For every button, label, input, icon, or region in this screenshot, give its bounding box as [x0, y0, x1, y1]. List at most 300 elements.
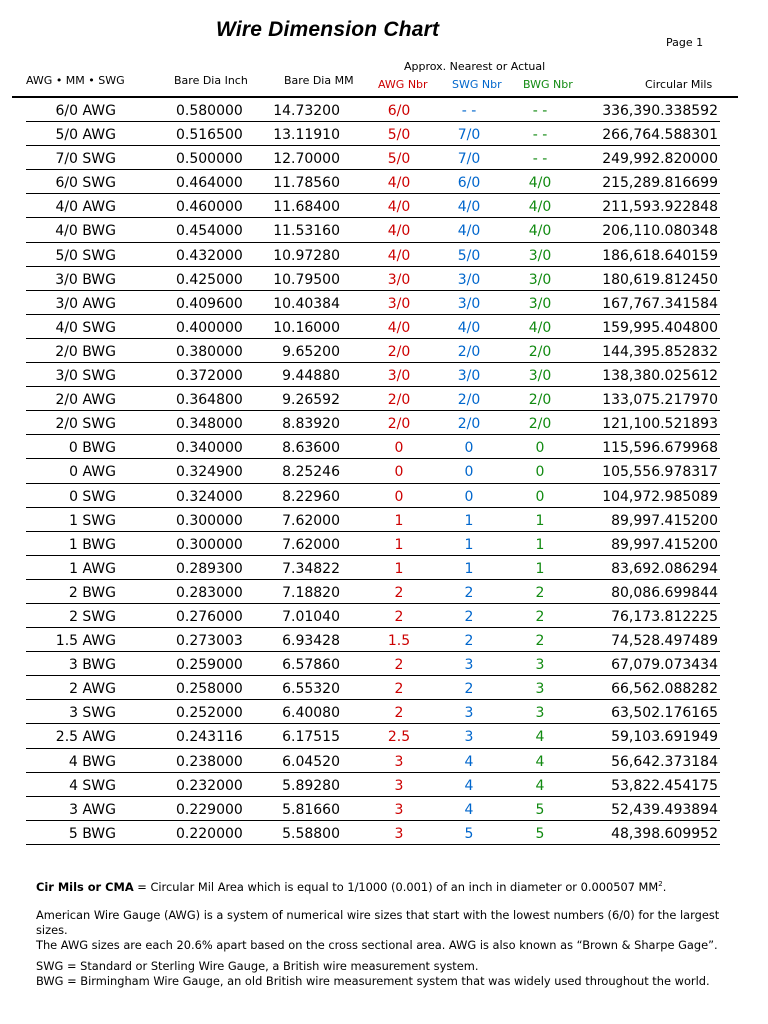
- cell-swg-nbr: 4/0: [457, 199, 481, 216]
- row-rule: [26, 434, 720, 435]
- row-rule: [26, 121, 720, 122]
- cell-awg-nbr: 1: [394, 512, 404, 529]
- row-rule: [26, 627, 720, 628]
- cell-circular-mils: 89,997.415200: [611, 536, 718, 553]
- cell-awg-nbr: 2: [394, 657, 404, 674]
- cell-bwg-nbr: 3: [535, 657, 545, 674]
- cell-bare-inch: 0.409600: [176, 295, 243, 312]
- cell-bwg-nbr: 2/0: [528, 343, 552, 360]
- row-rule: [26, 169, 720, 170]
- cell-awg-nbr: 4/0: [387, 199, 411, 216]
- cell-bare-inch: 0.273003: [176, 633, 243, 650]
- cell-bwg-nbr: 2: [535, 584, 545, 601]
- row-rule: [26, 242, 720, 243]
- cell-gauge: 4/0 AWG: [55, 199, 116, 216]
- cell-bwg-nbr: 4/0: [528, 223, 552, 240]
- cell-awg-nbr: 3/0: [387, 271, 411, 288]
- cell-circular-mils: 67,079.073434: [611, 657, 718, 674]
- cell-circular-mils: 206,110.080348: [602, 223, 718, 240]
- cell-gauge: 6/0 SWG: [55, 175, 116, 192]
- cell-circular-mils: 104,972.985089: [602, 488, 718, 505]
- cell-bare-inch: 0.220000: [176, 825, 243, 842]
- note-awg: [36, 908, 748, 953]
- cell-swg-nbr: 4: [464, 753, 474, 770]
- note-bwg: BWG = Birmingham Wire Gauge, an old British wire measurement system that was widely used throughout the world.: [36, 974, 710, 988]
- row-rule: [26, 458, 720, 459]
- cell-swg-nbr: 7/0: [457, 127, 481, 144]
- row-rule: [26, 844, 720, 845]
- wire-table: [0, 100, 768, 847]
- cell-awg-nbr: 2: [394, 584, 404, 601]
- cell-bare-mm: 8.83920: [282, 416, 340, 433]
- cell-bare-mm: 6.04520: [282, 753, 340, 770]
- cell-awg-nbr: 2.5: [387, 729, 411, 746]
- cell-bare-mm: 5.58800: [282, 825, 340, 842]
- cell-bare-mm: 5.89280: [282, 777, 340, 794]
- cell-awg-nbr: 3: [394, 777, 404, 794]
- table-row: [0, 751, 768, 775]
- cell-bare-mm: 7.62000: [282, 536, 340, 553]
- cell-awg-nbr: 0: [394, 440, 404, 457]
- row-rule: [26, 723, 720, 724]
- cell-circular-mils: 133,075.217970: [602, 392, 718, 409]
- cell-swg-nbr: 2/0: [457, 392, 481, 409]
- cell-circular-mils: 336,390.338592: [602, 103, 718, 119]
- cell-bwg-nbr: 5: [535, 801, 545, 818]
- cell-circular-mils: 249,992.820000: [602, 151, 718, 168]
- cell-awg-nbr: 2: [394, 705, 404, 722]
- cell-awg-nbr: 3: [394, 825, 404, 842]
- cell-bwg-nbr: 4/0: [528, 175, 552, 192]
- cell-swg-nbr: 4: [464, 801, 474, 818]
- cell-bare-mm: 13.11910: [273, 127, 340, 144]
- cell-swg-nbr: 0: [464, 464, 474, 481]
- cell-gauge: 0 AWG: [69, 464, 116, 481]
- cell-bare-mm: 9.26592: [282, 392, 340, 409]
- row-rule: [26, 145, 720, 146]
- cell-bwg-nbr: - -: [532, 127, 548, 144]
- note-cma: [36, 880, 748, 895]
- row-rule: [26, 290, 720, 291]
- cell-swg-nbr: 7/0: [457, 151, 481, 168]
- cell-bare-inch: 0.364800: [176, 392, 243, 409]
- row-rule: [26, 699, 720, 700]
- cell-bwg-nbr: 3/0: [528, 368, 552, 385]
- header-bare-mm: Bare Dia MM: [284, 74, 354, 87]
- cell-gauge: 3 SWG: [69, 705, 116, 722]
- row-rule: [26, 820, 720, 821]
- cell-gauge: 1 BWG: [68, 536, 116, 553]
- table-row: [0, 293, 768, 317]
- table-row: [0, 582, 768, 606]
- cell-swg-nbr: 1: [464, 512, 474, 529]
- cell-gauge: 1 SWG: [69, 512, 116, 529]
- cell-swg-nbr: 2/0: [457, 343, 481, 360]
- cell-swg-nbr: 2: [464, 584, 474, 601]
- cell-awg-nbr: 3/0: [387, 295, 411, 312]
- cell-bwg-nbr: 0: [535, 488, 545, 505]
- table-row: [0, 461, 768, 485]
- header-circular-mils: Circular Mils: [645, 78, 713, 91]
- cell-bare-inch: 0.259000: [176, 657, 243, 674]
- cell-bare-mm: 14.73200: [273, 103, 340, 119]
- cell-bwg-nbr: 1: [535, 512, 545, 529]
- cell-awg-nbr: 3: [394, 753, 404, 770]
- cell-bare-mm: 10.40384: [273, 295, 340, 312]
- cell-swg-nbr: 3/0: [457, 271, 481, 288]
- cell-bare-mm: 6.55320: [282, 681, 340, 698]
- cell-bare-mm: 10.97280: [273, 247, 340, 264]
- row-rule: [26, 603, 720, 604]
- note-awg-line1: American Wire Gauge (AWG) is a system of numerical wire sizes that start with the lowest numbers (6/0) for the largest sizes.: [36, 908, 720, 937]
- table-row: [0, 317, 768, 341]
- cell-circular-mils: 59,103.691949: [611, 729, 718, 746]
- cell-bare-mm: 7.34822: [282, 560, 340, 577]
- cell-awg-nbr: 2/0: [387, 392, 411, 409]
- cell-bare-mm: 10.16000: [273, 319, 340, 336]
- cell-circular-mils: 138,380.025612: [602, 368, 718, 385]
- cell-bare-mm: 6.17515: [282, 729, 340, 746]
- cell-swg-nbr: 3/0: [457, 295, 481, 312]
- header-approx: Approx. Nearest or Actual: [404, 60, 546, 73]
- cell-bare-inch: 0.252000: [176, 705, 243, 722]
- row-rule: [26, 386, 720, 387]
- cell-bwg-nbr: 3: [535, 681, 545, 698]
- cell-bare-mm: 7.18820: [282, 584, 340, 601]
- cell-awg-nbr: 0: [394, 464, 404, 481]
- cell-gauge: 3/0 SWG: [55, 368, 116, 385]
- cell-bare-inch: 0.283000: [176, 584, 243, 601]
- cell-bare-inch: 0.300000: [176, 536, 243, 553]
- cell-bare-mm: 11.68400: [273, 199, 340, 216]
- cell-gauge: 4/0 SWG: [55, 319, 116, 336]
- table-row: [0, 775, 768, 799]
- row-rule: [26, 772, 720, 773]
- row-rule: [26, 338, 720, 339]
- cell-circular-mils: 211,593.922848: [602, 199, 718, 216]
- cell-gauge: 4/0 BWG: [55, 223, 116, 240]
- cell-bare-mm: 5.81660: [282, 801, 340, 818]
- table-row: [0, 172, 768, 196]
- cell-bare-mm: 12.70000: [273, 151, 340, 168]
- header-bwg-nbr: BWG Nbr: [523, 78, 573, 91]
- note-swg: SWG = Standard or Sterling Wire Gauge, a British wire measurement system.: [36, 959, 479, 973]
- table-row: [0, 341, 768, 365]
- table-row: [0, 606, 768, 630]
- header-rule: [12, 96, 738, 98]
- cell-bwg-nbr: 3/0: [528, 271, 552, 288]
- cell-swg-nbr: 6/0: [457, 175, 481, 192]
- cell-awg-nbr: 2/0: [387, 416, 411, 433]
- cell-awg-nbr: 3/0: [387, 368, 411, 385]
- cell-gauge: 2.5 AWG: [55, 729, 116, 746]
- cell-circular-mils: 66,562.088282: [611, 681, 718, 698]
- cell-bwg-nbr: 0: [535, 440, 545, 457]
- cell-circular-mils: 215,289.816699: [602, 175, 718, 192]
- cell-bare-mm: 8.63600: [282, 440, 340, 457]
- cell-bwg-nbr: 3: [535, 705, 545, 722]
- cell-awg-nbr: 3: [394, 801, 404, 818]
- cell-circular-mils: 167,767.341584: [602, 295, 718, 312]
- cell-bare-mm: 11.78560: [273, 175, 340, 192]
- cell-circular-mils: 121,100.521893: [602, 416, 718, 433]
- cell-bare-inch: 0.232000: [176, 777, 243, 794]
- cell-gauge: 7/0 SWG: [55, 151, 116, 168]
- cell-bare-inch: 0.324900: [176, 464, 243, 481]
- cell-circular-mils: 266,764.588301: [602, 127, 718, 144]
- cell-bwg-nbr: 2: [535, 608, 545, 625]
- row-rule: [26, 362, 720, 363]
- cell-awg-nbr: 1.5: [387, 633, 411, 650]
- cell-gauge: 2/0 BWG: [55, 343, 116, 360]
- note-gauges: [36, 959, 748, 989]
- cell-swg-nbr: 4/0: [457, 319, 481, 336]
- row-rule: [26, 796, 720, 797]
- cell-bare-mm: 8.25246: [282, 464, 340, 481]
- table-row: [0, 558, 768, 582]
- row-rule: [26, 217, 720, 218]
- cell-bwg-nbr: 5: [535, 825, 545, 842]
- cell-bwg-nbr: - -: [532, 103, 548, 119]
- cell-bare-mm: 6.93428: [282, 633, 340, 650]
- cell-gauge: 2 BWG: [68, 584, 116, 601]
- cell-awg-nbr: 4/0: [387, 223, 411, 240]
- cell-bare-inch: 0.500000: [176, 151, 243, 168]
- cell-bwg-nbr: 2/0: [528, 416, 552, 433]
- cell-swg-nbr: 3: [464, 705, 474, 722]
- cell-awg-nbr: 4/0: [387, 247, 411, 264]
- cell-bwg-nbr: 4: [535, 777, 545, 794]
- header-awg-nbr: AWG Nbr: [378, 78, 428, 91]
- cell-circular-mils: 56,642.373184: [611, 753, 718, 770]
- row-rule: [26, 579, 720, 580]
- row-rule: [26, 651, 720, 652]
- cell-swg-nbr: 1: [464, 536, 474, 553]
- cell-circular-mils: 115,596.679968: [602, 440, 718, 457]
- cell-bare-inch: 0.580000: [176, 103, 243, 119]
- cell-awg-nbr: 2: [394, 608, 404, 625]
- cell-bare-mm: 7.62000: [282, 512, 340, 529]
- row-rule: [26, 507, 720, 508]
- header-awg-mm-swg: AWG • MM • SWG: [26, 74, 125, 87]
- cell-swg-nbr: 3/0: [457, 368, 481, 385]
- cell-bwg-nbr: - -: [532, 151, 548, 168]
- table-row: [0, 654, 768, 678]
- cell-gauge: 2/0 SWG: [55, 416, 116, 433]
- cell-gauge: 6/0 AWG: [55, 103, 116, 119]
- cell-circular-mils: 48,398.609952: [611, 825, 718, 842]
- cell-bare-inch: 0.516500: [176, 127, 243, 144]
- note-cma-term: Cir Mils or CMA: [36, 880, 134, 894]
- cell-bwg-nbr: 1: [535, 536, 545, 553]
- table-row: [0, 245, 768, 269]
- cell-swg-nbr: 1: [464, 560, 474, 577]
- cell-bare-mm: 9.65200: [282, 343, 340, 360]
- cell-gauge: 1 AWG: [69, 560, 116, 577]
- cell-gauge: 2 AWG: [69, 681, 116, 698]
- table-row: [0, 220, 768, 244]
- cell-circular-mils: 52,439.493894: [611, 801, 718, 818]
- row-rule: [26, 555, 720, 556]
- cell-gauge: 5/0 AWG: [55, 127, 116, 144]
- cell-bwg-nbr: 2/0: [528, 392, 552, 409]
- cell-bwg-nbr: 4: [535, 729, 545, 746]
- cell-bare-inch: 0.454000: [176, 223, 243, 240]
- cell-awg-nbr: 2/0: [387, 343, 411, 360]
- cell-awg-nbr: 6/0: [387, 103, 411, 119]
- table-row: [0, 365, 768, 389]
- cell-circular-mils: 186,618.640159: [602, 247, 718, 264]
- chart-title: Wire Dimension Chart: [216, 18, 440, 41]
- cell-circular-mils: 80,086.699844: [611, 584, 718, 601]
- table-row: [0, 510, 768, 534]
- table-row: [0, 100, 768, 124]
- cell-bare-inch: 0.276000: [176, 608, 243, 625]
- cell-bare-mm: 7.01040: [282, 608, 340, 625]
- cell-awg-nbr: 4/0: [387, 319, 411, 336]
- cell-awg-nbr: 2: [394, 681, 404, 698]
- row-rule: [26, 531, 720, 532]
- cell-swg-nbr: 3: [464, 657, 474, 674]
- table-row: [0, 630, 768, 654]
- cell-bare-inch: 0.380000: [176, 343, 243, 360]
- table-row: [0, 799, 768, 823]
- row-rule: [26, 675, 720, 676]
- cell-bare-mm: 11.53160: [273, 223, 340, 240]
- cell-gauge: 3/0 AWG: [55, 295, 116, 312]
- cell-bwg-nbr: 3/0: [528, 247, 552, 264]
- cell-swg-nbr: 3: [464, 729, 474, 746]
- row-rule: [26, 193, 720, 194]
- cell-bare-mm: 8.22960: [282, 488, 340, 505]
- cell-gauge: 5/0 SWG: [55, 247, 116, 264]
- cell-swg-nbr: 2/0: [457, 416, 481, 433]
- cell-circular-mils: 144,395.852832: [602, 343, 718, 360]
- table-row: [0, 678, 768, 702]
- note-awg-line2: The AWG sizes are each 20.6% apart based on the cross sectional area. AWG is also known as “Brown & Sharpe Gage”.: [36, 938, 718, 952]
- table-row: [0, 702, 768, 726]
- cell-bare-inch: 0.289300: [176, 560, 243, 577]
- cell-gauge: 3 AWG: [69, 801, 116, 818]
- note-cma-sup: 2: [658, 880, 663, 889]
- cell-awg-nbr: 4/0: [387, 175, 411, 192]
- table-row: [0, 726, 768, 750]
- cell-swg-nbr: 5: [464, 825, 474, 842]
- cell-swg-nbr: 4/0: [457, 223, 481, 240]
- note-cma-end: .: [662, 880, 667, 894]
- cell-circular-mils: 180,619.812450: [602, 271, 718, 288]
- cell-gauge: 1.5 AWG: [55, 633, 116, 650]
- header-swg-nbr: SWG Nbr: [452, 78, 502, 91]
- cell-bwg-nbr: 4: [535, 753, 545, 770]
- cell-bare-inch: 0.464000: [176, 175, 243, 192]
- cell-swg-nbr: 0: [464, 440, 474, 457]
- row-rule: [26, 748, 720, 749]
- cell-bare-mm: 6.40080: [282, 705, 340, 722]
- table-row: [0, 269, 768, 293]
- cell-circular-mils: 89,997.415200: [611, 512, 718, 529]
- cell-bare-inch: 0.258000: [176, 681, 243, 698]
- cell-awg-nbr: 1: [394, 536, 404, 553]
- table-row: [0, 124, 768, 148]
- cell-bare-inch: 0.340000: [176, 440, 243, 457]
- cell-bwg-nbr: 1: [535, 560, 545, 577]
- cell-bwg-nbr: 3/0: [528, 295, 552, 312]
- cell-swg-nbr: 5/0: [457, 247, 481, 264]
- cell-bwg-nbr: 2: [535, 633, 545, 650]
- table-row: [0, 486, 768, 510]
- cell-bwg-nbr: 4/0: [528, 199, 552, 216]
- cell-circular-mils: 76,173.812225: [611, 608, 718, 625]
- cell-swg-nbr: 2: [464, 633, 474, 650]
- cell-gauge: 4 BWG: [68, 753, 116, 770]
- cell-bare-inch: 0.300000: [176, 512, 243, 529]
- cell-awg-nbr: 5/0: [387, 151, 411, 168]
- cell-gauge: 3 BWG: [68, 657, 116, 674]
- note-cma-text: = Circular Mil Area which is equal to 1/1000 (0.001) of an inch in diameter or 0.000507 MM: [133, 880, 659, 894]
- cell-gauge: 0 BWG: [68, 440, 116, 457]
- cell-circular-mils: 105,556.978317: [602, 464, 718, 481]
- cell-bare-inch: 0.372000: [176, 368, 243, 385]
- header-bare-inch: Bare Dia Inch: [174, 74, 248, 87]
- cell-swg-nbr: - -: [461, 103, 477, 119]
- cell-bare-mm: 10.79500: [273, 271, 340, 288]
- cell-circular-mils: 159,995.404800: [602, 319, 718, 336]
- table-row: [0, 413, 768, 437]
- cell-gauge: 2/0 AWG: [55, 392, 116, 409]
- cell-awg-nbr: 1: [394, 560, 404, 577]
- cell-swg-nbr: 2: [464, 681, 474, 698]
- cell-awg-nbr: 0: [394, 488, 404, 505]
- cell-bare-inch: 0.238000: [176, 753, 243, 770]
- cell-bwg-nbr: 0: [535, 464, 545, 481]
- row-rule: [26, 266, 720, 267]
- table-row: [0, 823, 768, 847]
- cell-gauge: 4 SWG: [69, 777, 116, 794]
- cell-swg-nbr: 2: [464, 608, 474, 625]
- table-row: [0, 534, 768, 558]
- cell-bare-inch: 0.460000: [176, 199, 243, 216]
- cell-circular-mils: 83,692.086294: [611, 560, 718, 577]
- row-rule: [26, 410, 720, 411]
- cell-swg-nbr: 4: [464, 777, 474, 794]
- cell-bare-inch: 0.324000: [176, 488, 243, 505]
- cell-gauge: 3/0 BWG: [55, 271, 116, 288]
- cell-gauge: 0 SWG: [69, 488, 116, 505]
- page-number: Page 1: [666, 36, 704, 49]
- cell-bare-inch: 0.243116: [176, 729, 243, 746]
- row-rule: [26, 314, 720, 315]
- cell-bare-inch: 0.425000: [176, 271, 243, 288]
- cell-circular-mils: 63,502.176165: [611, 705, 718, 722]
- table-row: [0, 437, 768, 461]
- table-row: [0, 389, 768, 413]
- cell-bare-inch: 0.229000: [176, 801, 243, 818]
- cell-gauge: 5 BWG: [68, 825, 116, 842]
- table-row: [0, 196, 768, 220]
- cell-awg-nbr: 5/0: [387, 127, 411, 144]
- cell-bwg-nbr: 4/0: [528, 319, 552, 336]
- cell-bare-mm: 9.44880: [282, 368, 340, 385]
- row-rule: [26, 483, 720, 484]
- cell-bare-inch: 0.348000: [176, 416, 243, 433]
- cell-bare-mm: 6.57860: [282, 657, 340, 674]
- table-row: [0, 148, 768, 172]
- cell-bare-inch: 0.400000: [176, 319, 243, 336]
- cell-gauge: 2 SWG: [69, 608, 116, 625]
- cell-circular-mils: 53,822.454175: [611, 777, 718, 794]
- cell-bare-inch: 0.432000: [176, 247, 243, 264]
